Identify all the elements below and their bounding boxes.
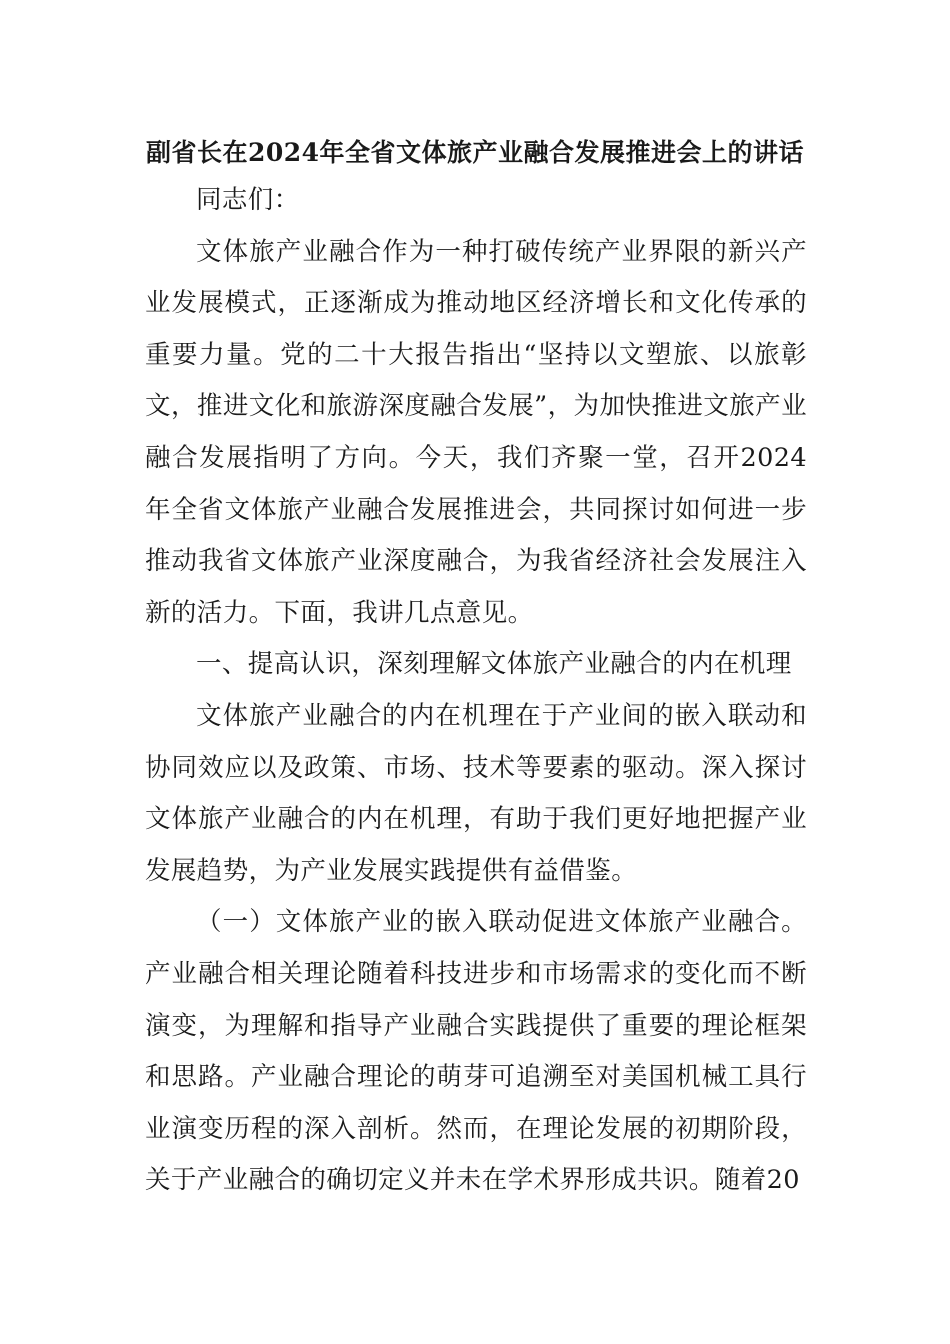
paragraph-section-1: 文体旅产业融合的内在机理在于产业间的嵌入联动和协同效应以及政策、市场、技术等要素的驱动。深入探讨文体旅产业融合的内在机理，有助于我们更好地把握产业发展趋势，为产业发展实践提供有益借鉴。	[145, 700, 807, 886]
document-body	[145, 175, 807, 1207]
section-heading-1: 一、提高认识，深刻理解文体旅产业融合的内在机理	[196, 649, 792, 680]
paragraph-subsection-1: （一）文体旅产业的嵌入联动促进文体旅产业融合。产业融合相关理论随着科技进步和市场需求的变化而不断演变，为理解和指导产业融合实践提供了重要的理论框架和思路。产业融合理论的萌芽可追溯至对美国机械工具行业演变历程的深入剖析。然而，在理论发展的初期阶段，关于产业融合的确切定义并未在学术界形成共识。随着20	[145, 907, 807, 1196]
salutation: 同志们：	[196, 185, 300, 215]
document-title: 副省长在2024年全省文体旅产业融合发展推进会上的讲话	[145, 138, 805, 167]
paragraph-intro: 文体旅产业融合作为一种打破传统产业界限的新兴产业发展模式，正逐渐成为推动地区经济增长和文化传承的重要力量。党的二十大报告指出“坚持以文塑旅、以旅彰文，推进文化和旅游深度融合发展”，为加快推进文旅产业融合发展指明了方向。今天，我们齐聚一堂，召开2024年全省文体旅产业融合发展推进会，共同探讨如何进一步推动我省文体旅产业深度融合，为我省经济社会发展注入新的活力。下面，我讲几点意见。	[145, 236, 807, 628]
